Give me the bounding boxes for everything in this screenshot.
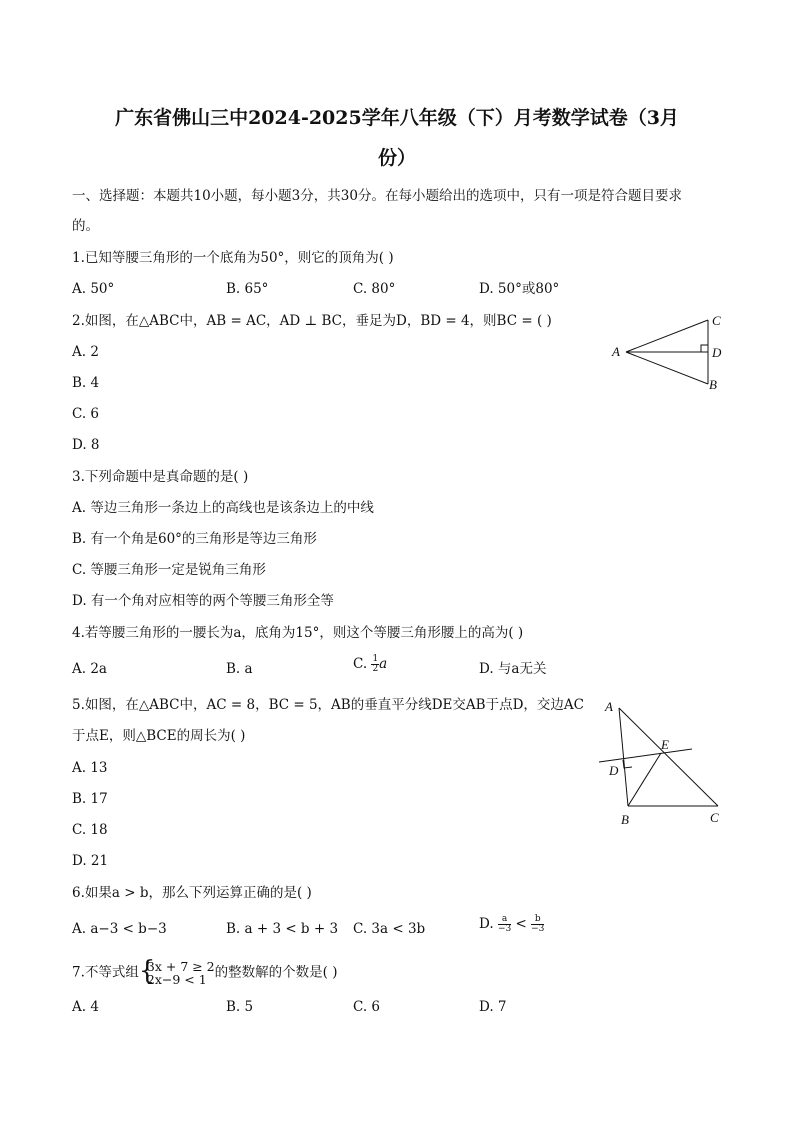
q2-label-c: C bbox=[712, 313, 721, 328]
question-2-stem: 2.如图，在△ABC中，AB = AC，AD ⊥ BC，垂足为D，BD = 4，则BC = ( ) bbox=[72, 313, 552, 329]
q2-label-d: D bbox=[712, 345, 722, 360]
question-4-stem: 4.若等腰三角形的一腰长为a，底角为15°，则这个等腰三角形腰上的高为( ) bbox=[72, 625, 524, 641]
q5-label-c: C bbox=[710, 810, 719, 825]
title-line-2: 份） bbox=[377, 147, 416, 169]
q6-option-d: D. $\frac{a}{-3}$ < $\frac{b}{-3}$ bbox=[479, 914, 545, 934]
q4-option-d: D. 与a无关 bbox=[479, 661, 547, 677]
q1-option-c: C. 80° bbox=[353, 281, 396, 297]
q4-option-c: C. $\frac{1}{2}$ a bbox=[353, 654, 388, 674]
q2-label-b: B bbox=[709, 377, 717, 392]
q3-option-d: D. 有一个角对应相等的两个等腰三角形全等 bbox=[72, 593, 334, 609]
q2-label-a: A bbox=[612, 344, 620, 359]
q1-option-a: A. 50° bbox=[72, 281, 115, 297]
q4-option-b: B. a bbox=[226, 661, 253, 677]
q7-option-a: A. 4 bbox=[72, 999, 99, 1015]
question-5-stem-line-1: 5.如图，在△ABC中，AC = 8，BC = 5，AB的垂直平分线DE交AB于点D，交边AC bbox=[72, 697, 584, 713]
q5-option-a: A. 13 bbox=[72, 760, 108, 776]
q1-option-b: B. 65° bbox=[226, 281, 269, 297]
q4-option-a: A. 2a bbox=[72, 661, 107, 677]
question-5-stem-line-2: 于点E，则△BCE的周长为( ) bbox=[72, 728, 246, 744]
q2-option-c: C. 6 bbox=[72, 406, 100, 422]
question-7-stem: 7.不等式组 { 3x + 7 ≥ 2 2x−9 < 1 的整数解的个数是( ) bbox=[72, 956, 338, 987]
q5-label-b: B bbox=[621, 812, 629, 827]
question-6-stem: 6.如果a > b，那么下列运算正确的是( ) bbox=[72, 885, 312, 901]
q6-option-a: A. a−3 < b−3 bbox=[72, 921, 167, 937]
q3-option-c: C. 等腰三角形一定是锐角三角形 bbox=[72, 562, 266, 578]
q7-option-b: B. 5 bbox=[226, 999, 254, 1015]
q1-option-d: D. 50°或80° bbox=[479, 281, 560, 297]
q5-label-e: E bbox=[661, 737, 669, 752]
q5-figure bbox=[595, 694, 730, 829]
inequality-system: { 3x + 7 ≥ 2 2x−9 < 1 bbox=[138, 956, 215, 987]
right-angle-mark bbox=[701, 345, 708, 352]
q5-label-d: D bbox=[609, 763, 619, 778]
q5-label-a: A bbox=[605, 699, 613, 714]
q7-option-d: D. 7 bbox=[479, 999, 507, 1015]
q5-option-c: C. 18 bbox=[72, 822, 108, 838]
question-3-stem: 3.下列命题中是真命题的是( ) bbox=[72, 469, 249, 485]
q6-option-b: B. a + 3 < b + 3 bbox=[226, 921, 339, 937]
section-header-cont: 的。 bbox=[72, 218, 99, 234]
q2-option-b: B. 4 bbox=[72, 375, 100, 391]
q2-option-d: D. 8 bbox=[72, 437, 100, 453]
q5-option-d: D. 21 bbox=[72, 853, 109, 869]
q3-option-a: A. 等边三角形一条边上的高线也是该条边上的中线 bbox=[72, 500, 374, 516]
q7-option-c: C. 6 bbox=[353, 999, 381, 1015]
title-line-1: 广东省佛山三中2024-2025学年八年级（下）月考数学试卷（3月 bbox=[115, 107, 679, 129]
q3-option-b: B. 有一个角是60°的三角形是等边三角形 bbox=[72, 531, 317, 547]
question-1-stem: 1.已知等腰三角形的一个底角为50°，则它的顶角为( ) bbox=[72, 250, 394, 266]
q2-figure bbox=[608, 308, 728, 398]
q5-option-b: B. 17 bbox=[72, 791, 108, 807]
section-header: 一、选择题：本题共10小题，每小题3分，共30分。在每小题给出的选项中，只有一项是符合题目要求 bbox=[72, 188, 682, 204]
q2-option-a: A. 2 bbox=[72, 344, 99, 360]
q6-option-c: C. 3a < 3b bbox=[353, 921, 426, 937]
